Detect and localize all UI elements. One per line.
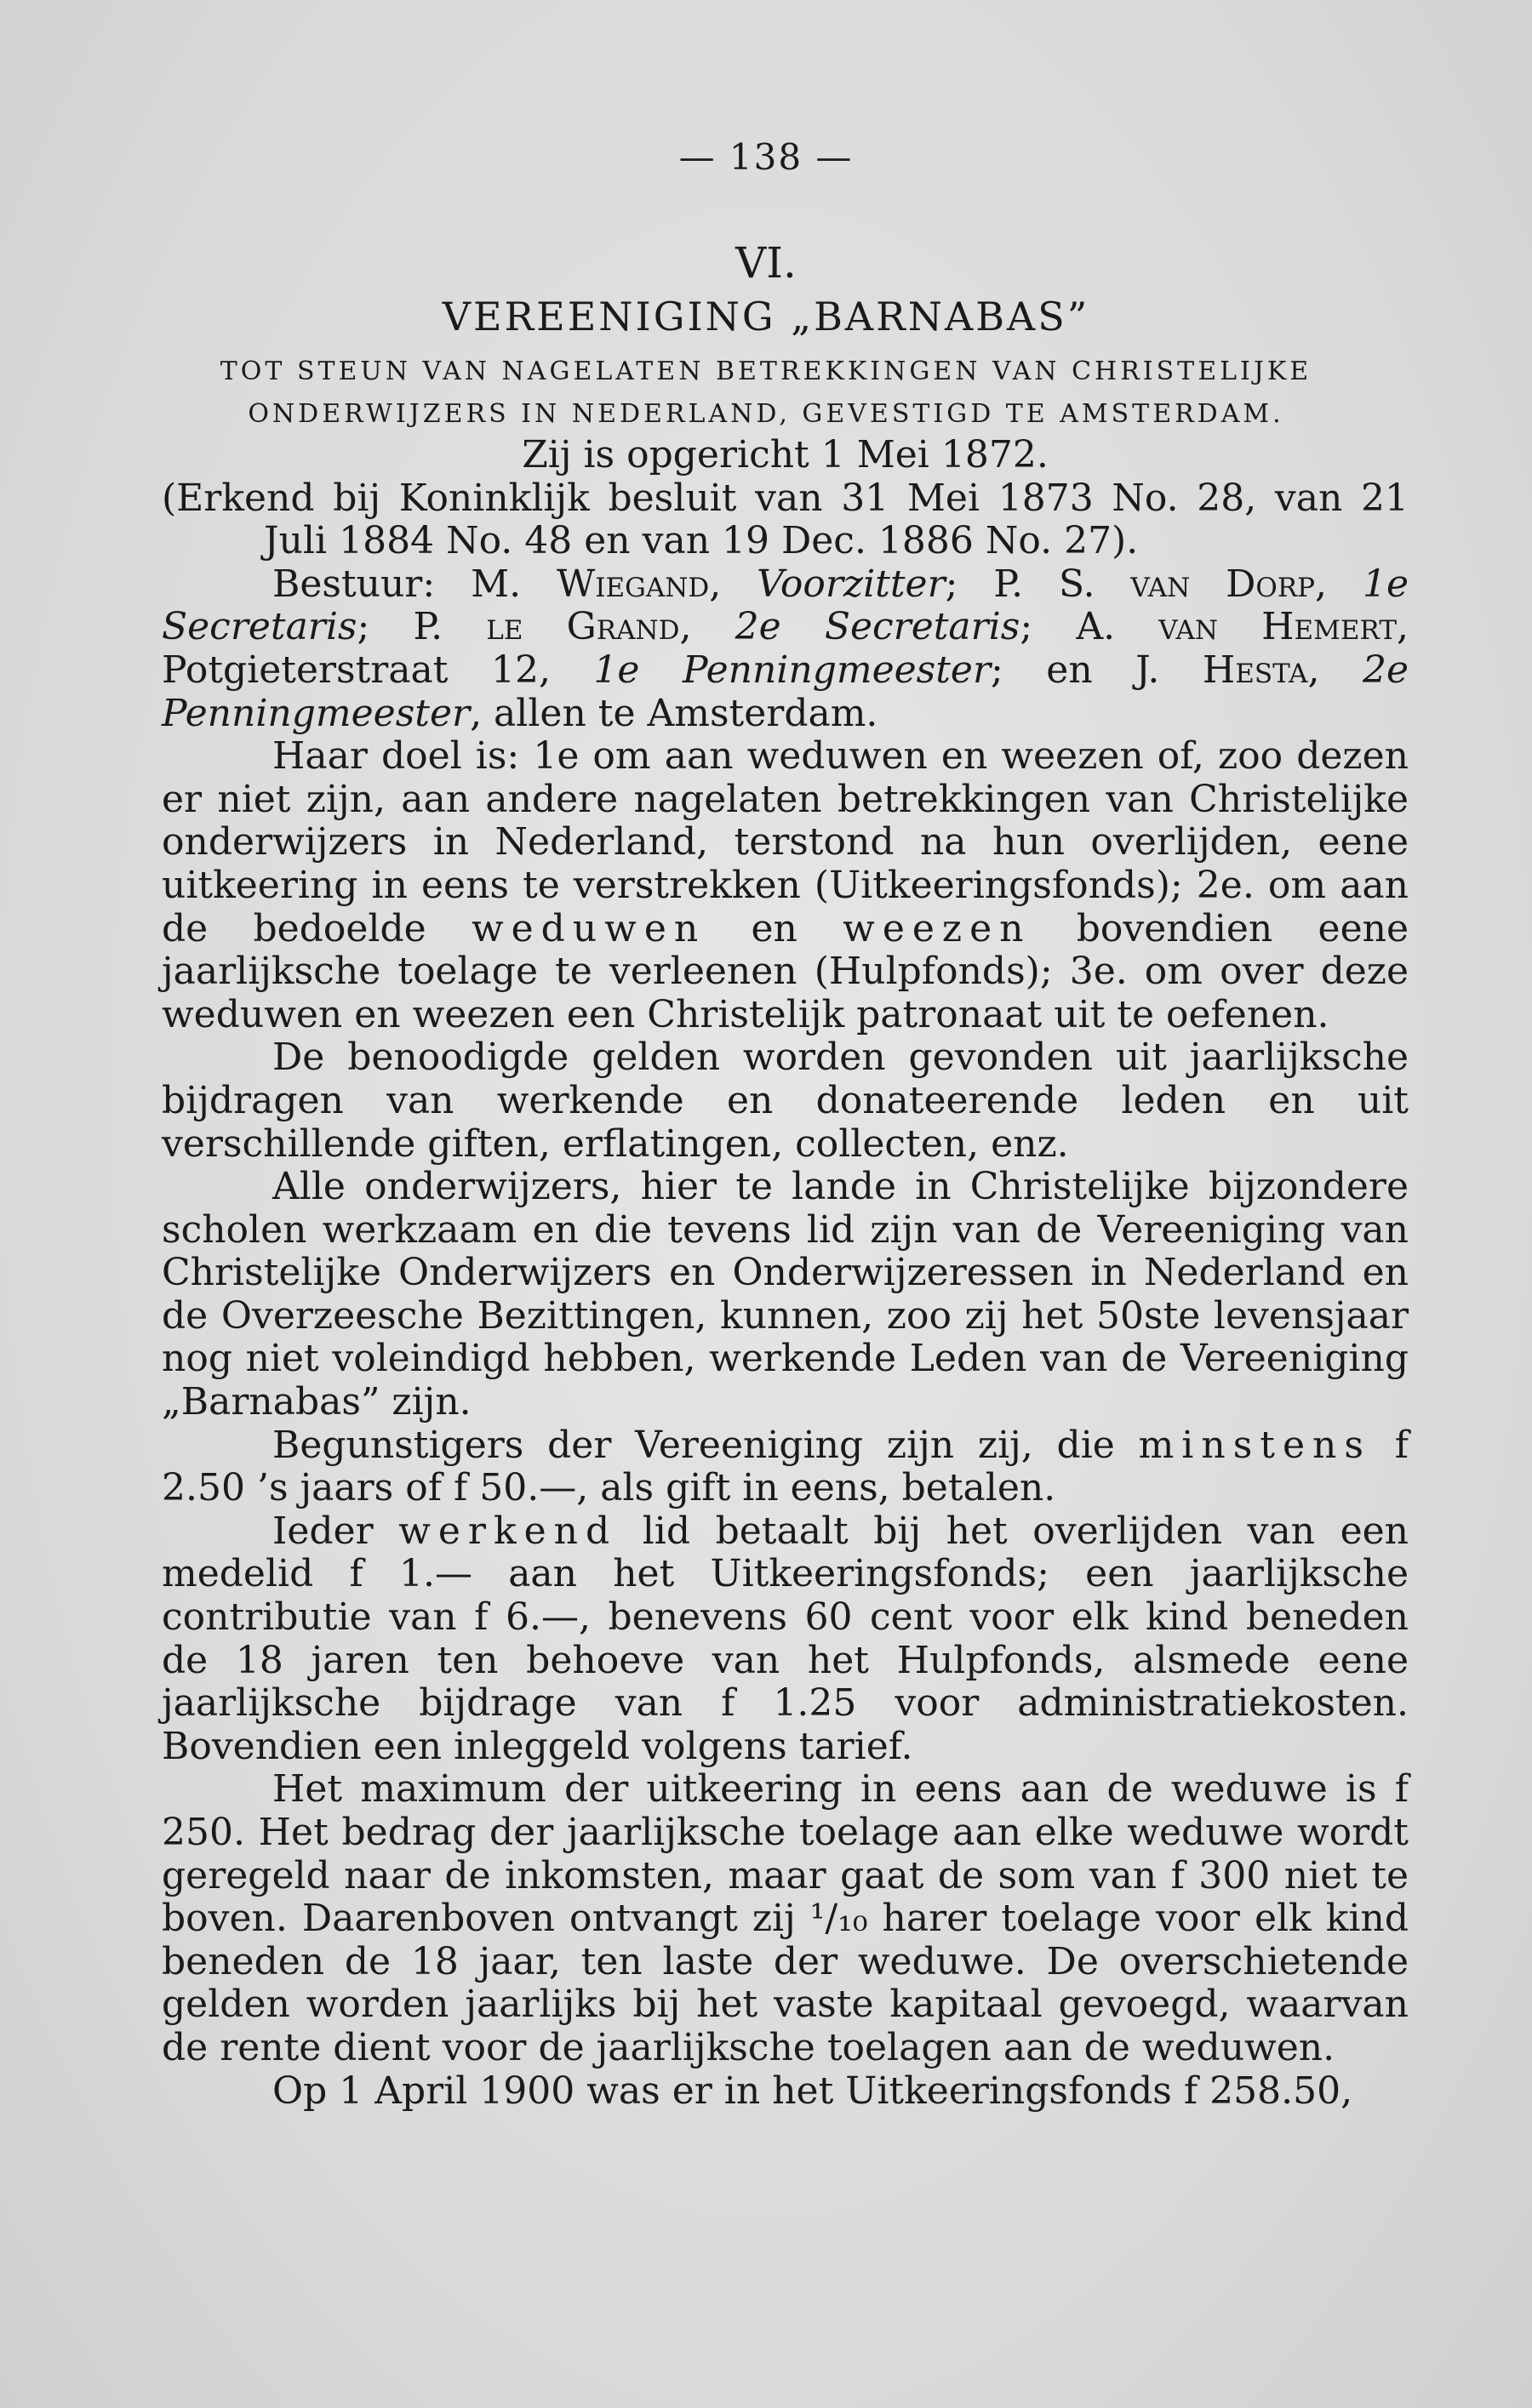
board-role: 1e Secretaris <box>162 562 1409 649</box>
funds-paragraph: De benoodigde gelden worden gevonden uit jaarlijksche bijdragen van werkende en donateerende leden en uit verschillende giften, erflatingen, collecten, enz. <box>162 1036 1409 1166</box>
contribution-text: Ieder <box>272 1509 399 1553</box>
board-member-name: Hesta <box>1202 648 1308 692</box>
board-member-name: P. S. van Dorp <box>993 562 1316 606</box>
purpose-text: bovendien eene jaarlijksche toelage te verleenen (Hulpfonds); 3e. om over deze weduwen en weezen een Christelijk patronaat uit te oefenen. <box>162 906 1409 1036</box>
board-role: 1e Penningmeester <box>593 648 991 692</box>
spaced-word: weduwen <box>471 906 706 950</box>
founded-line: Zij is opgericht 1 Mei 1872. <box>522 433 1049 476</box>
page-number: — 138 — <box>678 136 854 178</box>
contribution-paragraph <box>162 1510 1409 1769</box>
subtitle-line-1: TOT STEUN VAN NAGELATEN BETREKKINGEN VAN CHRISTELIJKE <box>220 357 1312 386</box>
benefactors-text: f 2.50 ’s jaars of f 50.—, als gift in eens, betalen. <box>162 1423 1409 1510</box>
purpose-text: en <box>706 906 843 950</box>
members-paragraph: Alle onderwijzers, hier te lande in Christelijke bijzondere scholen werkzaam en die tevens lid zijn van de Vereeniging van Christelijke Onderwijzers en Onderwijzeressen in Nederland en de Overzeesche Bezittingen, kunnen, zoo zij het 50ste levensjaar nog niet voleindigd hebben, werkende Leden van de Vereeniging „Barnabas” zijn. <box>162 1165 1409 1424</box>
section-number: VI. <box>735 238 797 288</box>
board-role: 2e Penningmeester <box>162 648 1409 735</box>
board-paragraph: Bestuur: M. Wiegand, Voorzitter; P. S. van Dorp, 1e Secretaris; P. le Grand, 2e Secretaris; A. van Hemert, Potgieterstraat 12, 1e Penningmeester; en J. Hesta, 2e Penningmeester, allen te Amsterdam. <box>162 562 1409 735</box>
board-role: Voorzitter <box>757 562 946 606</box>
subtitle-line-2: ONDERWIJZERS IN NEDERLAND, GEVESTIGD TE AMSTERDAM. <box>248 399 1284 429</box>
contribution-text: lid betaalt bij het overlijden van een medelid f 1.— aan het Uitkeeringsfonds; een jaarlijksche contributie van f 6.—, benevens 60 cent voor elk kind beneden de 18 jaren ten behoeve van het Hulpfonds, alsmede eene jaarlijksche bijdrage van f 1.25 voor administratiekosten. Bovendien een inleggeld volgens tarief. <box>162 1509 1409 1768</box>
benefactors-paragraph <box>162 1424 1409 1510</box>
spaced-word: werkend <box>398 1509 618 1553</box>
section-subtitle <box>0 351 1532 436</box>
maximum-paragraph: Het maximum der uitkeering in eens aan de weduwe is f 250. Het bedrag der jaarlijksche toelage aan elke weduwe wordt geregeld naar de inkomsten, maar gaat de som van f 300 niet te boven. Daarenboven ontvangt zij ¹/₁₀ harer toelage voor elk kind beneden de 18 jaar, ten laste der weduwe. De overschietende gelden worden jaarlijks bij het vaste kapitaal gevoegd, waarvan de rente dient voor de jaarlijksche toelagen aan de weduwen. <box>162 1767 1409 2069</box>
board-conjunction: ; en J. <box>991 648 1203 692</box>
recognition-paragraph: (Erkend bij Koninklijk besluit van 31 Mei 1873 No. 28, van 21 Juli 1884 No. 48 en van 19 Dec. 1886 No. 27). <box>162 476 1409 563</box>
board-label: Bestuur: M. <box>272 562 557 606</box>
section-title: VEREENIGING „BARNABAS” <box>442 294 1090 340</box>
spaced-word: weezen <box>843 906 1032 950</box>
purpose-paragraph <box>162 735 1409 1036</box>
board-role: 2e Secretaris <box>735 605 1020 649</box>
board-member-name: Wiegand <box>557 562 710 606</box>
body-text <box>162 434 1409 2113</box>
purpose-text: Haar doel is: 1e om aan weduwen en weezen of, zoo dezen er niet zijn, aan andere nagelaten betrekkingen van Christelijke onderwijzers in Nederland, terstond na hun overlijden, eene uitkeering in eens te verstrekken (Uitkeeringsfonds); 2e. om aan de bedoelde <box>162 734 1409 950</box>
board-tail: , allen te Amsterdam. <box>470 691 878 735</box>
benefactors-text: Begunstigers der Vereeniging zijn zij, die <box>272 1423 1139 1467</box>
april-paragraph: Op 1 April 1900 was er in het Uitkeeringsfonds f 258.50, <box>272 2068 1353 2113</box>
spaced-word: minstens <box>1138 1423 1371 1467</box>
board-address: , Potgieterstraat 12, <box>162 605 1409 692</box>
board-member-name: A. van Hemert <box>1076 605 1398 649</box>
board-member-name: P. le Grand <box>413 605 680 649</box>
